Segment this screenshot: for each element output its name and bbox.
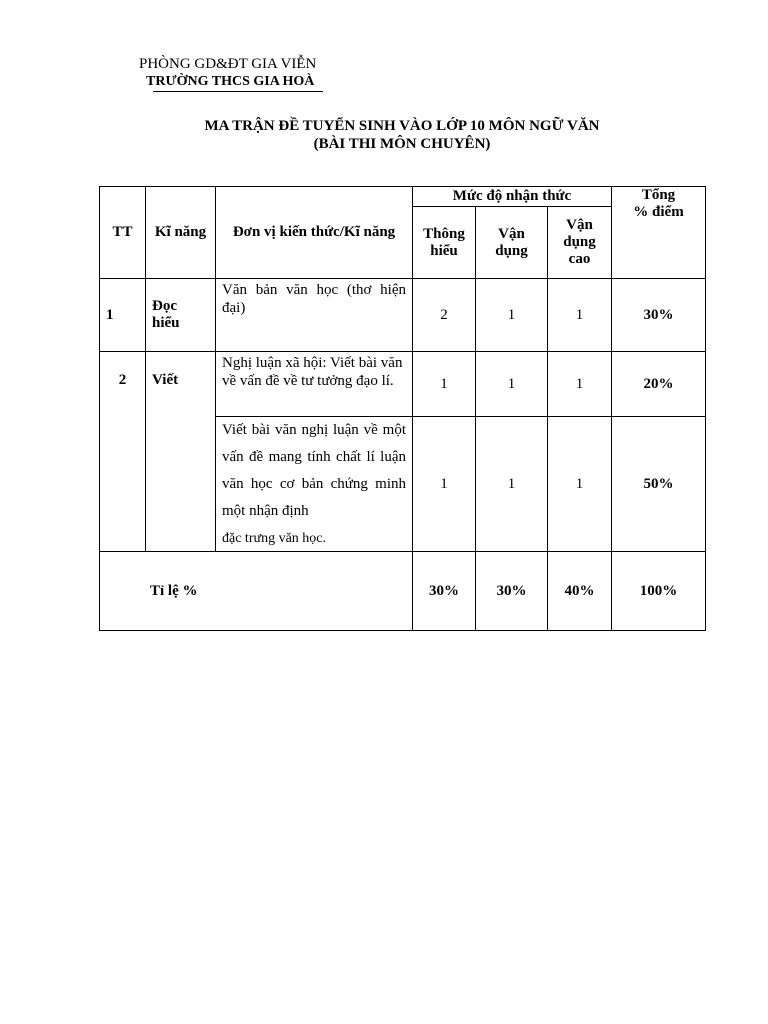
ratio-comprehension: 30% [413, 552, 476, 631]
row-unit [216, 352, 413, 417]
header-high-apply [548, 207, 612, 279]
table-row [100, 279, 706, 352]
row-comprehension: 1 [413, 417, 476, 552]
row-tt: 2 [100, 352, 146, 552]
row-unit-last-line: đặc trưng văn học. [222, 531, 326, 546]
row-skill-line2: hiểu [152, 315, 180, 331]
header-apply-line2: dụng [495, 242, 528, 259]
row-skill: Viết [146, 352, 216, 552]
ratio-apply: 30% [476, 552, 548, 631]
row-high-apply: 1 [548, 417, 612, 552]
row-unit [216, 417, 413, 552]
header-skill: Kĩ năng [146, 187, 216, 279]
ratio-row [100, 552, 706, 631]
header-comprehension-line2: hiểu [430, 242, 458, 259]
header-comprehension-line1: Thông [423, 225, 465, 242]
table-row [100, 352, 706, 417]
header-row [100, 187, 706, 207]
header-high-apply-line2: dụng [563, 234, 596, 250]
header-apply-line1: Vận [498, 225, 525, 242]
header-comprehension [413, 207, 476, 279]
row-skill [146, 279, 216, 352]
header-tt: TT [100, 187, 146, 279]
row-total: 20% [612, 352, 706, 417]
ratio-high-apply: 40% [548, 552, 612, 631]
row-apply: 1 [476, 279, 548, 352]
ratio-total: 100% [612, 552, 706, 631]
row-tt: 1 [100, 279, 146, 352]
document-title: MA TRẬN ĐỀ TUYỂN SINH VÀO LỚP 10 MÔN NGỮ VĂN [204, 118, 600, 134]
matrix-table [99, 186, 706, 631]
header-total-line2: % điểm [633, 204, 684, 220]
row-unit-text: Viết bài văn nghị luận về một vấn đề mang tính chất lí luận văn học cơ bản chứng minh một nhận định [222, 422, 406, 519]
header-unit: Đơn vị kiến thức/Kĩ năng [216, 187, 413, 279]
document-subtitle: (BÀI THI MÔN CHUYÊN) [313, 136, 491, 152]
header-high-apply-line1: Vận [566, 217, 593, 233]
header-apply [476, 207, 548, 279]
row-comprehension: 2 [413, 279, 476, 352]
row-unit-text: Nghị luận xã hội: Viết bài văn về vấn đề về tư tưởng đạo lí. [222, 355, 403, 390]
department-name: PHÒNG GD&ĐT GIA VIỄN [139, 56, 317, 72]
row-comprehension: 1 [413, 352, 476, 417]
school-underline [153, 91, 323, 92]
row-total: 30% [612, 279, 706, 352]
row-high-apply: 1 [548, 352, 612, 417]
header-total [612, 187, 706, 279]
row-unit [216, 279, 413, 352]
row-unit-text: Văn bản văn học (thơ hiện đại) [222, 282, 406, 317]
row-apply: 1 [476, 352, 548, 417]
header-total-line1: Tổng [641, 187, 676, 203]
row-apply: 1 [476, 417, 548, 552]
ratio-label: Tỉ lệ % [100, 552, 413, 631]
row-total: 50% [612, 417, 706, 552]
row-skill-line1: Đọc [152, 298, 177, 314]
row-high-apply: 1 [548, 279, 612, 352]
header-high-apply-line3: cao [568, 251, 591, 267]
school-name: TRƯỜNG THCS GIA HOÀ [146, 74, 315, 89]
header-level-group: Mức độ nhận thức [413, 187, 612, 207]
